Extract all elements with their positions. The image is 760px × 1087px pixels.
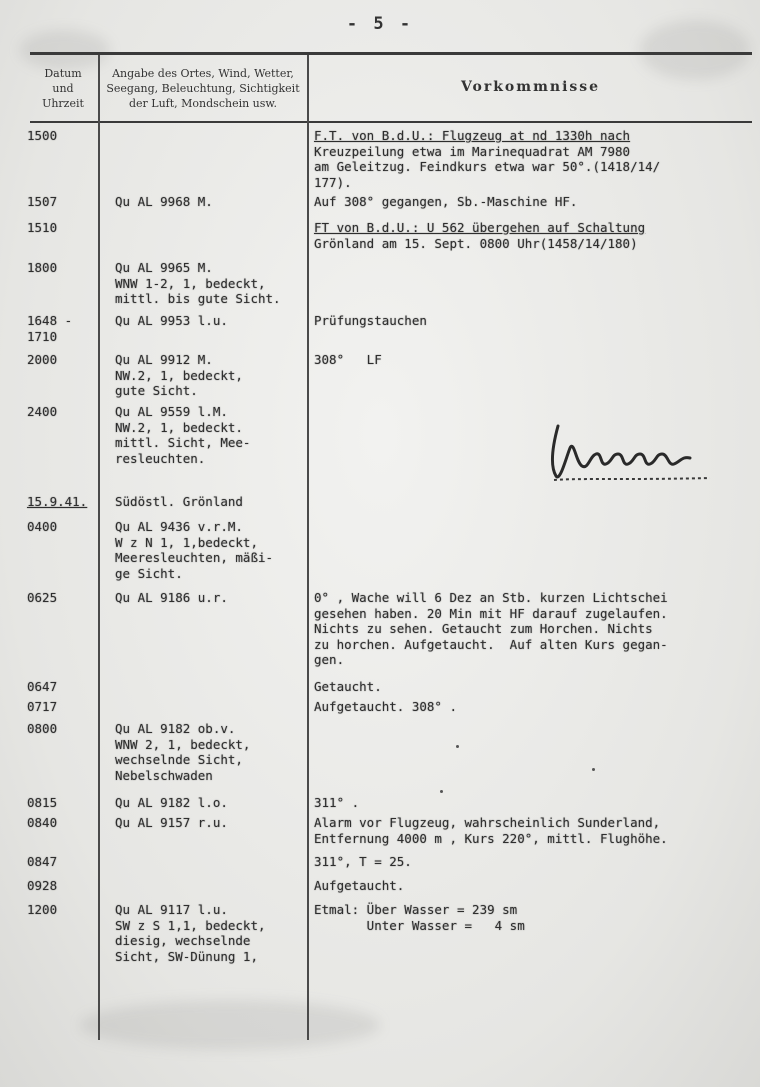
time-cell	[27, 878, 95, 894]
location-line: wechselnde Sicht,	[115, 752, 243, 767]
location-line: Sicht, SW-Dünung 1,	[115, 948, 258, 964]
events-line: Aufgetaucht. 308° .	[314, 699, 457, 714]
time-cell	[27, 260, 95, 276]
time-cell	[27, 352, 95, 368]
location-line: Qu AL 9953 l.u.	[115, 313, 228, 328]
events-line: 311° .	[314, 795, 360, 810]
events-cell	[314, 699, 754, 715]
location-line: mittl. bis gute Sicht.	[115, 291, 281, 306]
time-line: 0647	[27, 679, 58, 694]
events-cell	[314, 679, 754, 695]
events-line: 177).	[314, 174, 352, 190]
time-line: 0800	[27, 721, 58, 736]
table-top-rule	[30, 52, 752, 55]
time-cell	[27, 699, 95, 715]
location-line: Qu AL 9182 ob.v.	[115, 721, 236, 736]
scan-speck	[592, 768, 595, 771]
time-cell	[27, 519, 95, 535]
location-cell	[115, 494, 310, 510]
location-cell	[115, 590, 310, 606]
location-line: Qu AL 9117 l.u.	[115, 902, 228, 917]
time-cell	[27, 815, 95, 831]
location-line: Qu AL 9182 l.o.	[115, 795, 228, 810]
events-line: gesehen haben. 20 Min mit HF darauf zugelaufen.	[314, 605, 668, 621]
time-cell	[27, 795, 95, 811]
time-line: 1507	[27, 194, 58, 209]
location-line: Qu AL 9559 l.M.	[115, 404, 228, 419]
time-cell	[27, 313, 95, 344]
time-cell	[27, 721, 95, 737]
events-line: Kreuzpeilung etwa im Marinequadrat AM 7980	[314, 143, 631, 159]
time-line: 1648 -	[27, 313, 73, 328]
location-line: NW.2, 1, bedeckt.	[115, 419, 243, 435]
events-line: 311°, T = 25.	[314, 854, 412, 869]
time-cell	[27, 590, 95, 606]
location-line: WNW 1-2, 1, bedeckt,	[115, 275, 266, 291]
location-line: Qu AL 9912 M.	[115, 352, 213, 367]
events-line: Etmal: Über Wasser = 239 sm	[314, 902, 518, 917]
page-number: - 5 -	[346, 14, 414, 34]
events-cell	[314, 795, 754, 811]
header-location-line: Angabe des Ortes, Wind, Wetter,	[112, 67, 294, 80]
events-cell	[314, 902, 754, 933]
time-cell	[27, 220, 95, 236]
location-line: Meeresleuchten, mäßi-	[115, 550, 274, 565]
time-line: 1510	[27, 220, 58, 235]
time-line: 1800	[27, 260, 58, 275]
header-location-line: Seegang, Beleuchtung, Sichtigkeit	[106, 82, 300, 95]
time-line: 0400	[27, 519, 58, 534]
events-line: Getaucht.	[314, 679, 382, 694]
time-line: 2000	[27, 352, 58, 367]
events-cell	[314, 220, 754, 251]
header-events	[309, 80, 752, 95]
location-line: diesig, wechselnde	[115, 933, 251, 948]
events-line: Unter Wasser = 4 sm	[314, 917, 525, 933]
location-cell	[115, 404, 310, 466]
header-location	[100, 66, 306, 111]
time-line: 0928	[27, 878, 58, 893]
events-line: Auf 308° gegangen, Sb.-Maschine HF.	[314, 194, 578, 209]
location-line: WNW 2, 1, bedeckt,	[115, 736, 251, 752]
events-line: Prüfungstauchen	[314, 313, 427, 328]
header-events-label: Vorkommnisse	[460, 79, 601, 95]
events-line: Entfernung 4000 m , Kurs 220°, mittl. Flughöhe.	[314, 830, 668, 846]
time-line: 1710	[27, 328, 58, 344]
events-cell	[314, 352, 754, 368]
header-date-line: Datum	[44, 67, 82, 80]
time-line: 0840	[27, 815, 58, 830]
time-cell	[27, 854, 95, 870]
events-line: am Geleitzug. Feindkurs etwa war 50°.(1418/14/	[314, 159, 661, 174]
location-line: Qu AL 9965 M.	[115, 260, 213, 275]
scan-speck	[456, 745, 459, 748]
scan-smudge	[20, 30, 110, 70]
location-line: Qu AL 9436 v.r.M.	[115, 519, 243, 534]
time-cell	[27, 128, 95, 144]
events-line: FT von B.d.U.: U 562 übergehen auf Schaltung	[314, 220, 646, 235]
scan-smudge	[80, 1000, 380, 1050]
header-bottom-rule	[30, 121, 752, 123]
events-cell	[314, 878, 754, 894]
time-cell	[27, 404, 95, 420]
header-location-line: der Luft, Mondschein usw.	[128, 97, 278, 110]
events-line: gen.	[314, 652, 345, 667]
events-line: 0° , Wache will 6 Dez an Stb. kurzen Lichtschei	[314, 590, 668, 605]
location-line: SW z S 1,1, bedeckt,	[115, 917, 266, 933]
time-line: 0625	[27, 590, 58, 605]
header-date-time	[30, 66, 96, 111]
location-line: mittl. Sicht, Mee-	[115, 435, 251, 450]
location-cell	[115, 260, 310, 307]
events-line: Alarm vor Flugzeug, wahrscheinlich Sunderland,	[314, 815, 661, 830]
location-line: ge Sicht.	[115, 565, 183, 581]
events-line: 308° LF	[314, 352, 382, 367]
location-line: Qu AL 9186 u.r.	[115, 590, 228, 605]
time-cell	[27, 679, 95, 695]
events-cell	[314, 815, 754, 846]
time-cell	[27, 902, 95, 918]
location-cell	[115, 795, 310, 811]
events-cell	[314, 313, 754, 329]
time-line: 0815	[27, 795, 58, 810]
header-date-line: und	[52, 82, 74, 95]
location-line: NW.2, 1, bedeckt,	[115, 367, 243, 383]
location-cell	[115, 815, 310, 831]
events-cell	[314, 854, 754, 870]
location-line: Qu AL 9968 M.	[115, 194, 213, 209]
time-line: 0847	[27, 854, 58, 869]
time-line: 15.9.41.	[27, 494, 88, 509]
time-line: 1500	[27, 128, 58, 143]
events-cell	[314, 128, 754, 190]
handwritten-signature	[540, 418, 720, 488]
events-cell	[314, 194, 754, 210]
location-line: Nebelschwaden	[115, 767, 213, 783]
events-line: Nichts zu sehen. Getaucht zum Horchen. Nichts	[314, 621, 653, 636]
events-line: Aufgetaucht.	[314, 878, 405, 893]
time-line: 0717	[27, 699, 58, 714]
scan-speck	[440, 790, 443, 793]
events-cell	[314, 590, 754, 668]
column-divider-1	[98, 55, 100, 1040]
location-line: Qu AL 9157 r.u.	[115, 815, 228, 830]
time-line: 1200	[27, 902, 58, 917]
location-cell	[115, 721, 310, 783]
location-cell	[115, 194, 310, 210]
location-cell	[115, 902, 310, 964]
location-line: gute Sicht.	[115, 383, 198, 398]
location-line: W z N 1, 1,bedeckt,	[115, 534, 258, 550]
location-cell	[115, 313, 310, 329]
location-cell	[115, 352, 310, 399]
events-line: F.T. von B.d.U.: Flugzeug at nd 1330h nach	[314, 128, 631, 143]
location-line: Südöstl. Grönland	[115, 494, 243, 509]
time-cell	[27, 194, 95, 210]
header-date-line: Uhrzeit	[42, 97, 84, 110]
events-line: Grönland am 15. Sept. 0800 Uhr(1458/14/180)	[314, 235, 638, 251]
location-cell	[115, 519, 310, 581]
events-line: zu horchen. Aufgetaucht. Auf alten Kurs gegan-	[314, 636, 668, 652]
time-cell	[27, 494, 95, 510]
location-line: resleuchten.	[115, 450, 206, 466]
time-line: 2400	[27, 404, 58, 419]
